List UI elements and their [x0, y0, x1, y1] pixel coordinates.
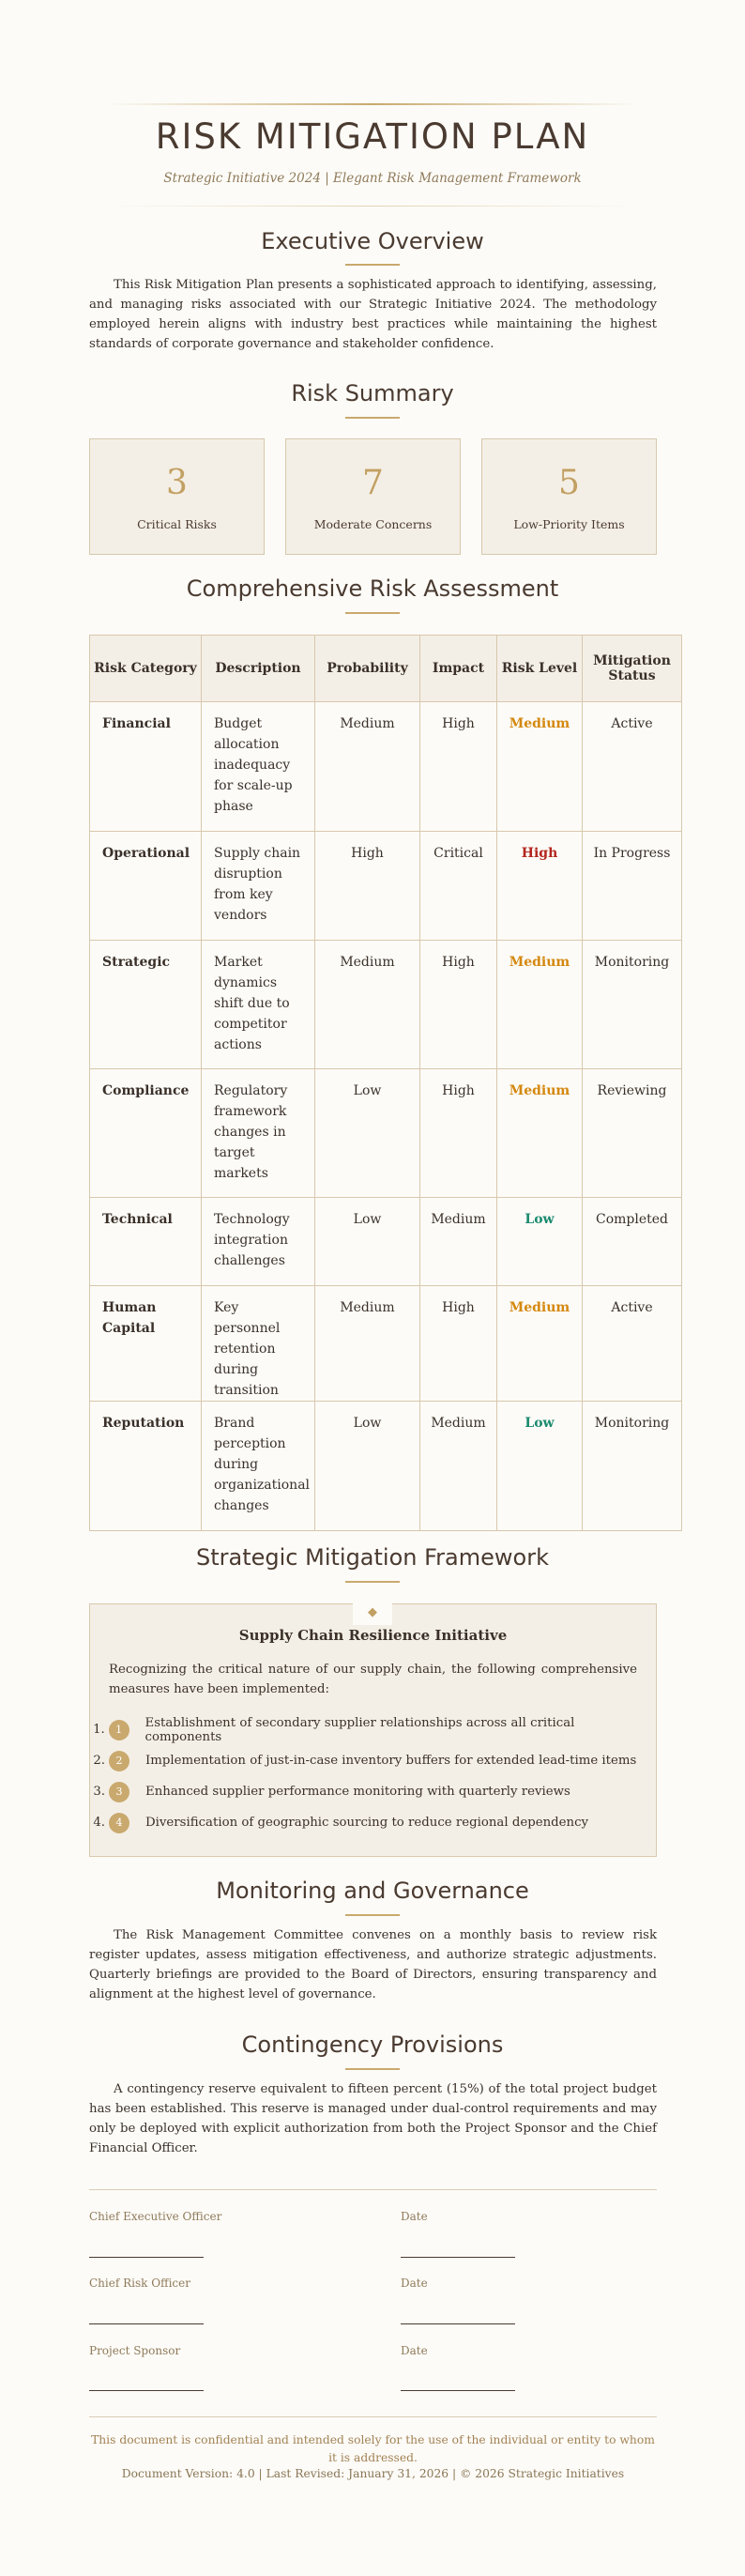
summary-card-number: 5 [558, 464, 580, 502]
header-bottom-rule [105, 206, 640, 207]
signature-role: Project Sponsor [89, 2344, 181, 2357]
signature-line[interactable] [89, 2390, 204, 2391]
signature-date-label: Date [401, 2277, 428, 2290]
executive-overview-heading: Executive Overview [261, 228, 484, 254]
risk-level-value: Low [525, 1416, 555, 1431]
step-text: Enhanced supplier performance monitoring with quarterly reviews [145, 1785, 570, 1799]
risk-assessment-heading: Comprehensive Risk Assessment [186, 575, 559, 602]
date-line[interactable] [401, 2390, 515, 2391]
risk-category-cell: Financial [90, 702, 202, 832]
risk-description-cell: Brand perception during organizational changes [202, 1402, 315, 1531]
list-number: 1. [93, 1723, 105, 1737]
list-number: 4. [93, 1816, 105, 1830]
mitigation-status-cell: In Progress [583, 832, 682, 941]
date-line[interactable] [401, 2257, 515, 2258]
impact-cell: Medium [420, 1198, 497, 1286]
risk-level-cell [497, 702, 583, 832]
contingency-heading: Contingency Provisions [241, 2032, 504, 2058]
impact-cell: Critical [420, 832, 497, 941]
monitoring-governance-text: The Risk Management Committee convenes on a monthly basis to review risk register updates, assess mitigation effectiveness, and authorize strategic adjustments. Quarterly briefings are provided to the Board of Directors, ensuring transparency and alignment at the highest level of governance. [89, 1928, 657, 2001]
probability-cell: Medium [315, 941, 420, 1069]
summary-card-label: Critical Risks [137, 517, 217, 531]
risk-level-cell [497, 1286, 583, 1402]
initiative-intro: Recognizing the critical nature of our supply chain, the following comprehensive measures have been implemented: [109, 1663, 637, 1696]
impact-cell: High [420, 941, 497, 1069]
risk-category-cell: Strategic [90, 941, 202, 1069]
risk-level-cell [497, 832, 583, 941]
step-badge: 3 [109, 1782, 129, 1802]
impact-cell: High [420, 702, 497, 832]
column-header: Mitigation Status [583, 636, 682, 702]
document-title: RISK MITIGATION PLAN [155, 116, 590, 157]
probability-cell: Low [315, 1069, 420, 1198]
list-number: 2. [93, 1754, 105, 1768]
probability-cell: Low [315, 1198, 420, 1286]
signature-date-label: Date [401, 2210, 428, 2223]
summary-card-label: Low-Priority Items [513, 517, 625, 531]
mitigation-status-cell: Completed [583, 1198, 682, 1286]
table-row [90, 1402, 682, 1531]
table-row [90, 702, 682, 832]
list-item [86, 1714, 649, 1745]
probability-cell: Medium [315, 1286, 420, 1402]
risk-level-value: Medium [509, 716, 570, 731]
signature-role: Chief Risk Officer [89, 2277, 190, 2290]
risk-category-cell: Technical [90, 1198, 202, 1286]
risk-description-cell: Key personnel retention during transition [202, 1286, 315, 1402]
risk-level-value: Low [525, 1212, 555, 1227]
risk-level-value: High [521, 846, 558, 861]
section-underline [345, 264, 400, 266]
section-underline [345, 417, 400, 419]
risk-level-value: Medium [509, 955, 570, 970]
risk-level-value: Medium [509, 1083, 570, 1098]
risk-description-cell: Technology integration challenges [202, 1198, 315, 1286]
signature-date-label: Date [401, 2344, 428, 2357]
section-underline [345, 1581, 400, 1583]
mitigation-status-cell: Monitoring [583, 941, 682, 1069]
signature-line[interactable] [89, 2257, 204, 2258]
section-underline [345, 612, 400, 614]
risk-level-value: Medium [509, 1300, 570, 1315]
probability-cell: Medium [315, 702, 420, 832]
column-header: Impact [420, 636, 497, 702]
section-underline [345, 2068, 400, 2070]
risk-category-cell: Reputation [90, 1402, 202, 1531]
footer-divider [89, 2416, 657, 2417]
risk-description-cell: Market dynamics shift due to competitor actions [202, 941, 315, 1069]
summary-card-number: 3 [166, 464, 188, 502]
risk-level-cell [497, 941, 583, 1069]
document-subtitle: Strategic Initiative 2024 | Elegant Risk Management Framework [163, 171, 582, 186]
header-top-rule [105, 103, 640, 105]
risk-description-cell: Budget allocation inadequacy for scale-up phase [202, 702, 315, 832]
table-row [90, 1069, 682, 1198]
summary-card-label: Moderate Concerns [313, 517, 433, 531]
mitigation-status-cell: Active [583, 1286, 682, 1402]
summary-card-critical [89, 438, 265, 555]
initiative-title: Supply Chain Resilience Initiative [238, 1627, 508, 1644]
risk-level-cell [497, 1402, 583, 1531]
probability-cell: High [315, 832, 420, 941]
summary-card-moderate [285, 438, 461, 555]
step-text: Establishment of secondary supplier relationships across all critical components [144, 1715, 575, 1744]
risk-description-cell: Regulatory framework changes in target markets [202, 1069, 315, 1198]
step-text: Diversification of geographic sourcing to reduce regional dependency [145, 1816, 589, 1830]
column-header: Risk Level [497, 636, 583, 702]
list-item [86, 1745, 649, 1776]
risk-description-cell: Supply chain disruption from key vendors [202, 832, 315, 941]
risk-category-cell: Human Capital [90, 1286, 202, 1402]
list-item [86, 1776, 649, 1807]
initiative-steps [86, 1714, 649, 1838]
table-row [90, 832, 682, 941]
summary-card-number: 7 [362, 464, 384, 502]
risk-category-cell: Operational [90, 832, 202, 941]
signature-line[interactable] [89, 2323, 204, 2324]
summary-card-low-priority [481, 438, 657, 555]
impact-cell: Medium [420, 1402, 497, 1531]
list-item [86, 1807, 649, 1838]
impact-cell: High [420, 1286, 497, 1402]
risk-level-cell [497, 1198, 583, 1286]
mitigation-status-cell: Reviewing [583, 1069, 682, 1198]
impact-cell: High [420, 1069, 497, 1198]
risk-assessment-table [89, 635, 682, 1531]
section-underline [345, 1914, 400, 1916]
document-version: Document Version: 4.0 | Last Revised: January 31, 2026 | © 2026 Strategic Initiatives [121, 2467, 625, 2480]
mitigation-framework-heading: Strategic Mitigation Framework [196, 1544, 549, 1571]
risk-category-cell: Compliance [90, 1069, 202, 1198]
table-header-row [90, 636, 682, 702]
table-row [90, 941, 682, 1069]
risk-summary-heading: Risk Summary [291, 380, 454, 406]
column-header: Risk Category [90, 636, 202, 702]
column-header: Description [202, 636, 315, 702]
diamond-ornament-icon: ◆ [353, 1601, 392, 1625]
step-badge: 1 [109, 1720, 129, 1740]
table-row [90, 1198, 682, 1286]
probability-cell: Low [315, 1402, 420, 1531]
step-text: Implementation of just-in-case inventory buffers for extended lead-time items [145, 1754, 637, 1768]
step-badge: 2 [109, 1751, 129, 1771]
step-badge: 4 [109, 1813, 129, 1833]
list-number: 3. [93, 1785, 105, 1799]
confidentiality-notice: This document is confidential and intended solely for the use of the individual or entity to whom it is addressed. [91, 2433, 655, 2464]
executive-overview-text: This Risk Mitigation Plan presents a sophisticated approach to identifying, assessing, and managing risks associated with our Strategic Initiative 2024. The methodology employed herein aligns with industry best practices while maintaining the highest standards of corporate governance and stakeholder confidence. [89, 278, 657, 351]
risk-summary-cards [89, 438, 657, 555]
column-header: Probability [315, 636, 420, 702]
date-line[interactable] [401, 2323, 515, 2324]
signature-divider [89, 2189, 657, 2190]
mitigation-status-cell: Active [583, 702, 682, 832]
table-row [90, 1286, 682, 1402]
contingency-text: A contingency reserve equivalent to fifteen percent (15%) of the total project budget has been established. This reserve is managed under dual-control requirements and may only be deployed with explicit authorization from both the Project Sponsor and the Chief Financial Officer. [89, 2082, 657, 2155]
monitoring-governance-heading: Monitoring and Governance [216, 1878, 529, 1904]
signature-role: Chief Executive Officer [89, 2210, 222, 2223]
risk-level-cell [497, 1069, 583, 1198]
mitigation-status-cell: Monitoring [583, 1402, 682, 1531]
